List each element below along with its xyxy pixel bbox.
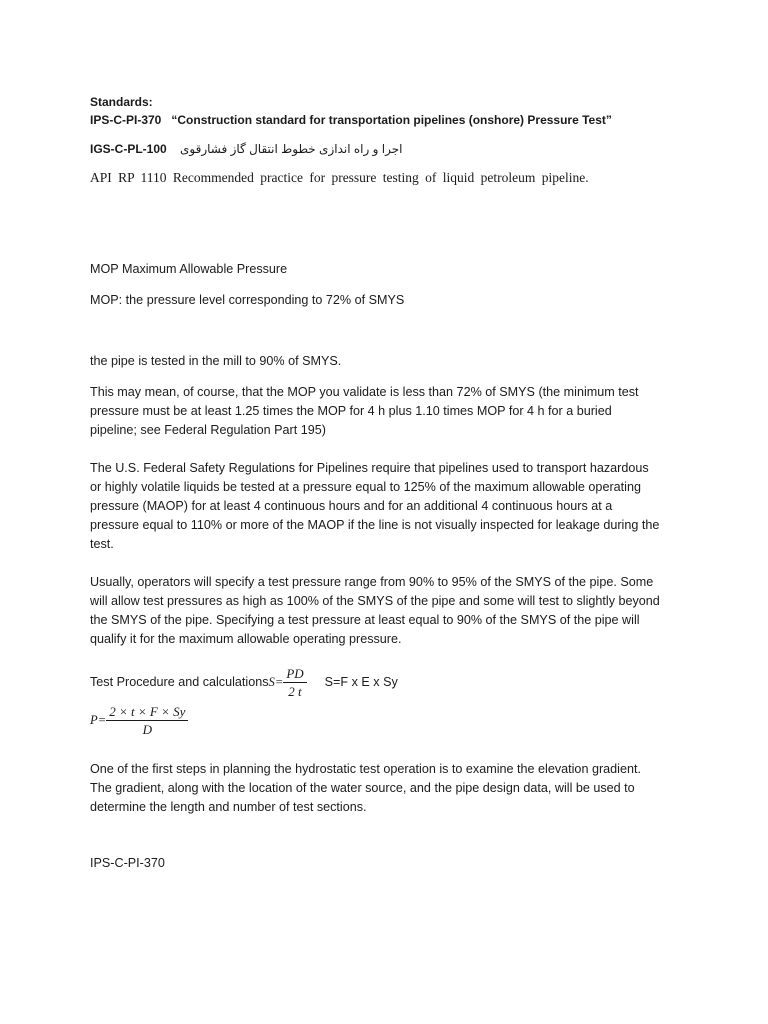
formula-s-fesy: S=F x E x Sy (324, 675, 398, 689)
formula-p-denominator: D (142, 722, 152, 737)
formula-p-lhs: P= (90, 713, 107, 727)
formula-p-fraction (106, 704, 188, 737)
first-steps-paragraph: One of the first steps in planning the hydrostatic test operation is to examine the elevation gradient. The gradient, along with the location of the water source, and the pipe design data, will be used to determine the length and number of test sections. (90, 762, 641, 814)
ips-code: IPS-C-PI-370 (90, 113, 162, 127)
standards-heading: Standards: (90, 95, 153, 109)
igs-standard-line (90, 140, 660, 158)
formula-s-denominator: 2 t (288, 684, 302, 699)
igs-code: IGS-C-PL-100 (90, 142, 167, 156)
footer-standard-code: IPS-C-PI-370 (90, 856, 165, 870)
ips-standard-line (90, 111, 660, 129)
validate-paragraph: This may mean, of course, that the MOP you validate is less than 72% of SMYS (the minimum test pressure must be at least 1.25 times the MOP for 4 h plus 1.10 times MOP for 4 h for a buried pipeline; see Federal Regulation Part 195) (90, 385, 639, 437)
api-standard-line: API RP 1110 Recommended practice for pressure testing of liquid petroleum pipeline. (90, 170, 589, 185)
federal-regulations-paragraph: The U.S. Federal Safety Regulations for Pipelines require that pipelines used to transport hazardous or highly volatile liquids be tested at a pressure equal to 125% of the maximum allowable operating pressure (MAOP) for at least 4 continuous hours and for an additional 4 continuous hours at a pressure equal to 110% or more of the MAOP if the line is not visually inspected for leakage during the test. (90, 461, 660, 551)
procedure-line (90, 666, 660, 699)
procedure-label: Test Procedure and calculations (90, 675, 269, 689)
mill-test-paragraph: the pipe is tested in the mill to 90% of SMYS. (90, 354, 342, 368)
mop-definition: MOP: the pressure level corresponding to 72% of SMYS (90, 293, 405, 307)
igs-title-persian: اجرا و راه اندازی خطوط انتقال گاز فشارقوی (180, 142, 403, 156)
operators-paragraph: Usually, operators will specify a test pressure range from 90% to 95% of the SMYS of the pipe. Some will allow test pressures as high as 100% of the SMYS of the pipe and some will test to slightly beyond the SMYS of the pipe. Specifying a test pressure at least equal to 90% of the SMYS of the pipe will qualify it for the maximum allowable operating pressure. (90, 575, 660, 646)
ips-title: “Construction standard for transportation pipelines (onshore) Pressure Test” (171, 113, 612, 127)
mop-heading: MOP Maximum Allowable Pressure (90, 262, 288, 276)
formula-s-lhs: S= (268, 675, 284, 689)
formula-p-numerator: 2 × t × F × Sy (106, 704, 188, 721)
formula-s-numerator: PD (283, 666, 306, 683)
formula-p-line (90, 704, 660, 737)
formula-s-fraction (283, 666, 306, 699)
